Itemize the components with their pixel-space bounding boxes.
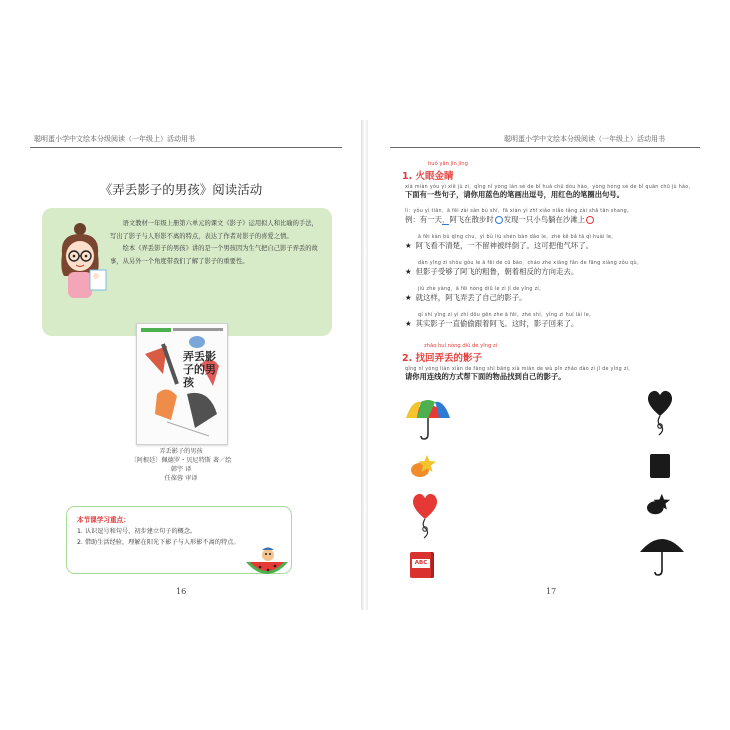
caption-line: 弄丢影子的男孩: [159, 448, 203, 455]
intro-paragraph: 绘本《弄丢影子的男孩》讲的是一个男孩因为生气把自己影子弄丢的故事，从另外一个角度带我们了解了影子的重要性。: [110, 245, 318, 265]
section2-title-pinyin: zhǎo huí nòng diū de yǐng zi: [424, 343, 498, 349]
watermelon-icon: [244, 546, 290, 580]
practice-sentence: [405, 292, 527, 303]
intro-paragraph: 语文教材一年级上册第六单元的课文《影子》运用拟人和比喻的手法，写出了影子与人形影不离的特点，表达了作者对影子的喜爱之情。: [110, 220, 318, 240]
section2-title: 2. 找回弄丢的影子: [402, 353, 483, 364]
intro-text: [110, 218, 324, 268]
sentence-text: 但影子受够了阿飞的粗鲁，朝着相反的方向走去。: [415, 267, 579, 276]
star-bullet-icon: ★: [405, 319, 412, 328]
caption-line: 韩宇 译: [170, 466, 192, 473]
instruction-pinyin: xià miàn yǒu yì xiē jù zi，qǐng nǐ yòng lán sè de bǐ huà chū dòu hào，yòng hóng sè de bǐ quān chū jù hào。: [405, 185, 694, 190]
caption-line: 〔阿根廷〕佩德罗・贝尼特斯 著／绘: [130, 457, 232, 464]
sentence-text: 阿飞看不清楚，一不留神被绊倒了。这可把他气坏了。: [415, 241, 594, 250]
section2-instruction: 请你用连线的方式帮下面的物品找到自己的影子。: [405, 372, 566, 381]
book-caption: [0, 447, 362, 483]
sentence-pinyin: ā fēi kàn bù qīng chu，yì bù liú shén bàn dǎo le。zhè kě bǎ tā qì huài le。: [418, 235, 617, 240]
period-circle-icon: [586, 216, 594, 224]
caption-line: 任葆蓉 审译: [164, 475, 198, 482]
balloon-icon[interactable]: [410, 491, 440, 539]
star-bullet-icon: ★: [405, 293, 412, 302]
comma-circle-icon: [495, 216, 503, 224]
example-part: 有一天: [419, 215, 442, 224]
keypoint-item: 1. 认识逗号和句号，初步建立句子的概念。: [77, 528, 197, 535]
balloon-shadow-icon[interactable]: [645, 388, 675, 436]
section1-title-pinyin: huǒ yǎn jīn jīng: [428, 161, 468, 167]
sentence-pinyin: dàn yǐng zi shòu gòu le ā fēi de cū bào，cháo zhe xiāng fǎn de fāng xiàng zǒu qù。: [418, 261, 642, 266]
left-header-rule: [30, 147, 342, 148]
section1-title: 1. 火眼金睛: [402, 171, 454, 182]
practice-sentence: [405, 318, 578, 329]
star-bullet-icon: ★: [405, 241, 412, 250]
book-icon-label: ABC: [412, 559, 430, 568]
instruction-pinyin: qǐng nǐ yòng lián xiàn de fāng shì bāng xià miàn de wù pǐn zhǎo dào zì jǐ de yǐng zi。: [405, 367, 634, 372]
umbrella-shadow-icon[interactable]: [638, 532, 686, 576]
intro-box: [42, 208, 332, 336]
keypoint-item: 2. 借助生活经验，理解在阳光下影子与人形影不离的特点。: [77, 538, 240, 546]
sentence-text: 就这样，阿飞弄丢了自己的影子。: [415, 293, 527, 302]
sentence-text: 其实影子一直偷偷跟着阿飞。这时，影子回来了。: [415, 319, 579, 328]
page-number-left: 16: [176, 587, 187, 596]
practice-sentence: [405, 240, 593, 251]
comma-underline: ，: [441, 215, 450, 224]
sentence-pinyin: qí shí yǐng zi yì zhí dōu gēn zhe ā fēi。zhè shí，yǐng zi huí lái le。: [418, 313, 595, 318]
sentence-pinyin: jiù zhè yàng，ā fēi nòng diū le zì jǐ de yǐng zi。: [418, 287, 545, 292]
practice-sentence: [405, 266, 578, 277]
umbrella-icon[interactable]: [404, 398, 452, 442]
example-sentence: [405, 214, 595, 225]
left-page: [0, 120, 362, 610]
book-cover-title: 弄丢影子的男孩: [183, 350, 216, 389]
page-number-right: 17: [546, 587, 557, 596]
right-header: 聪明蛋小学中文绘本分级阅读（一年级上）活动用书: [504, 135, 665, 143]
star-bullet-icon: ★: [405, 267, 412, 276]
example-part: 阿飞在散步时: [449, 215, 494, 224]
example-pinyin: lì：yǒu yì tiān，ā fēi zài sàn bù shí，fā xiàn yì zhī xiǎo niǎo tǎng zài shā tān shang。: [405, 209, 633, 214]
book-shadow-icon[interactable]: [650, 454, 670, 478]
example-label: 例：: [405, 215, 420, 224]
right-header-rule: [390, 147, 700, 148]
example-part: 发现一只小鸟躺在沙滩上: [503, 215, 586, 224]
book-cover: [136, 323, 228, 445]
star-icon[interactable]: [410, 454, 438, 480]
girl-reading-icon: [50, 220, 110, 298]
book-icon[interactable]: [410, 552, 434, 578]
keypoints-list: [77, 527, 283, 548]
section1-instruction: 下面有一些句子，请你用蓝色的笔画出逗号，用红色的笔圈出句号。: [405, 190, 624, 199]
left-header: 聪明蛋小学中文绘本分级阅读（一年级上）活动用书: [34, 135, 195, 143]
page-title: 《弄丢影子的男孩》阅读活动: [99, 182, 263, 197]
keypoints-title: 本节课学习重点：: [77, 516, 130, 524]
star-shadow-icon[interactable]: [646, 493, 672, 517]
